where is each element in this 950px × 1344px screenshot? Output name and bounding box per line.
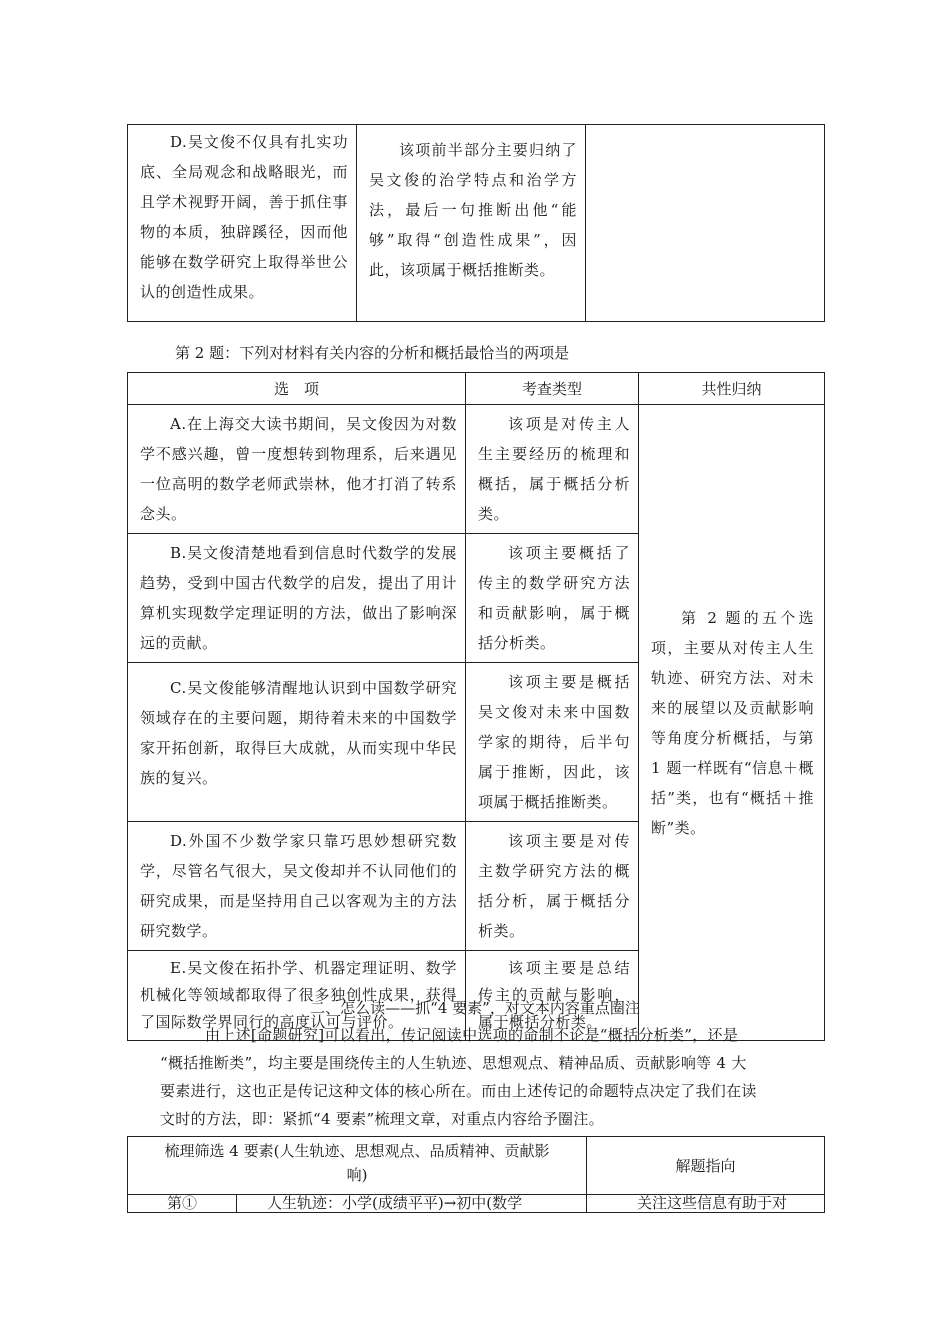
type-b-text: 该项主要概括了传主的数学研究方法和贡献影响，属于概括分析类。 (478, 544, 630, 652)
type-e-text: 该项主要是总结传主的贡献与影响，属于概括分析类。 (478, 959, 630, 1031)
header-four-elements: 梳理筛选 4 要素(人生轨迹、思想观点、品质精神、贡献影响) (128, 1137, 587, 1195)
type-cell (357, 125, 586, 322)
elements-cell: 人生轨迹：小学(成绩平平)→初中(数学 (237, 1195, 587, 1213)
section-paragraph (160, 1021, 815, 1133)
header-option: 选 项 (128, 373, 466, 405)
table-four-elements (127, 1136, 825, 1213)
table-question-2 (127, 372, 825, 1041)
option-c-text: C.吴文俊能够清醒地认识到中国数学研究领域存在的主要问题，期待着未来的中国数学家开拓创新，取得巨大成就，从而实现中华民族的复兴。 (140, 679, 457, 787)
header-summary: 共性归纳 (639, 373, 825, 405)
header-type: 考查类型 (466, 373, 639, 405)
option-b-text: B.吴文俊清楚地看到信息时代数学的发展趋势，受到中国古代数学的启发，提出了用计算机实现数学定理证明的方法，做出了影响深远的贡献。 (140, 544, 457, 652)
table-row (128, 1195, 825, 1213)
type-cell (466, 405, 639, 534)
option-d-text: D.吴文俊不仅具有扎实功底、全局观念和战略眼光，而且学术视野开阔，善于抓住事物的本质，独辟蹊径，因而他能够在数学研究上取得举世公认的创造性成果。 (140, 133, 348, 301)
option-d-text: D.外国不少数学家只靠巧思妙想研究数学，尽管名气很大，吴文俊却并不认同他们的研究成果，而是坚持用自己以客观为主的方法研究数学。 (140, 832, 457, 940)
header-guidance: 解题指向 (587, 1137, 825, 1195)
option-cell (128, 663, 466, 822)
table-option-d-continued (127, 124, 825, 322)
option-cell (128, 405, 466, 534)
paragraph-line: “概括推断类”，均主要是围绕传主的人生轨迹、思想观点、精神品质、贡献影响等 4 大 (160, 1054, 747, 1072)
summary-cell (639, 405, 825, 1041)
type-cell (466, 822, 639, 951)
summary-text: 第 2 题的五个选项，主要从对传主人生轨迹、研究方法、对未来的展望以及贡献影响等角度分析概括，与第 1 题一样既有“信息＋概括”类，也有“概括＋推断”类。 (651, 608, 814, 837)
table-header-row (128, 1137, 825, 1195)
guidance-cell: 关注这些信息有助于对 (587, 1195, 825, 1213)
type-d-text: 该项前半部分主要归纳了吴文俊的治学特点和治学方法，最后一句推断出他“能够”取得“创造性成果”，因此，该项属于概括推断类。 (369, 141, 577, 279)
table-header-row (128, 373, 825, 405)
table-row (128, 125, 825, 322)
paragraph-line: 要素进行，这也正是传记这种文体的核心所在。而由上述传记的命题特点决定了我们在读 (160, 1082, 757, 1100)
question-2-title: 第 2 题：下列对材料有关内容的分析和概括最恰当的两项是 (175, 344, 570, 362)
type-d-text: 该项主要是对传主数学研究方法的概括分析，属于概括分析类。 (478, 832, 630, 940)
summary-cell (586, 125, 825, 322)
option-e-text: E.吴文俊在拓扑学、机器定理证明、数学机械化等领域都取得了很多独创性成果，获得了国际数学界同行的高度认可与评价。 (140, 959, 457, 1031)
option-a-text: A.在上海交大读书期间，吴文俊因为对数学不感兴趣，曾一度想转到物理系，后来遇见一位高明的数学老师武崇林，他才打消了转系念头。 (140, 415, 457, 523)
paragraph-line: 由上述[命题研究]可以看出，传记阅读中选项的命制不论是“概括分析类”，还是 (205, 1026, 739, 1044)
type-a-text: 该项是对传主人生主要经历的梳理和概括，属于概括分析类。 (478, 415, 630, 523)
option-cell (128, 822, 466, 951)
paragraph-line: 文时的方法，即：紧抓“4 要素”梳理文章，对重点内容给予圈注。 (160, 1110, 604, 1128)
type-cell (466, 663, 639, 822)
section-title: 二、怎么读——抓“4 要素”，对文本内容重点圈注 (310, 999, 640, 1017)
option-cell (128, 534, 466, 663)
type-c-text: 该项主要是概括吴文俊对未来中国数学家的期待，后半句属于推断，因此，该项属于概括推断类。 (478, 673, 630, 811)
option-cell (128, 125, 357, 322)
table-row (128, 405, 825, 534)
paragraph-number-cell: 第① (128, 1195, 237, 1213)
type-cell (466, 534, 639, 663)
